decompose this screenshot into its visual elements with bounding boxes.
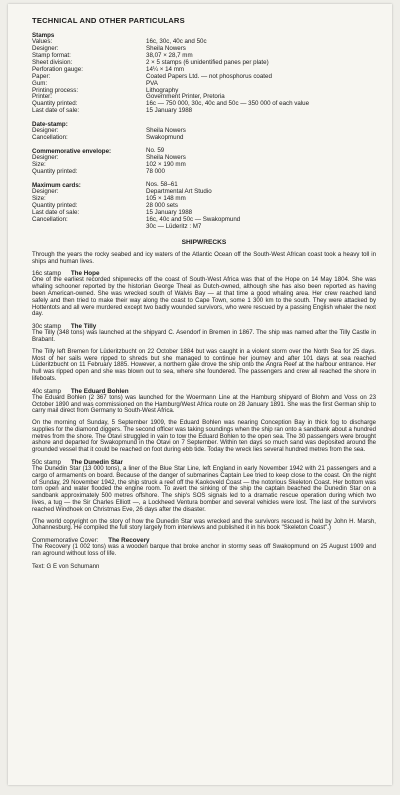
spec-value: 28 000 sets	[146, 202, 178, 210]
spec-label: Designer:	[32, 154, 59, 162]
spec-label: Cancellation:	[32, 134, 68, 142]
spec-label: Gum:	[32, 79, 48, 87]
spec-value: Lithography	[146, 86, 179, 94]
spec-row	[32, 189, 376, 196]
spec-value: 16c, 30c, 40c and 50c	[146, 38, 207, 46]
spec-value: 38,07 × 28,7 mm	[146, 52, 193, 60]
spec-value: 15 January 1988	[146, 209, 193, 217]
bohlen-paragraph-1: The Eduard Bohlen (2 367 tons) was launched for the Woermann Line at the Hamburg shipyard of Blohm and Voss on 23 October 1890 and was commissioned on the Hamburg/West Africa route on 28 January 1891. She was the first German ship to carry mail direct from Germany to South-West Africa.	[32, 393, 376, 415]
spec-row	[32, 162, 376, 169]
spec-value: 2 × 5 stamps (6 unidentified panes per plate)	[146, 58, 269, 66]
dunedin-paragraph-1: The Dunedin Star (13 000 tons), a liner of the Blue Star Line, left England in early November 1942 with 21 passengers and a cargo of armaments on board. Because of the danger of submarines Captain Lee tried to keep close to the coast. On the night of Sunday, 29 November 1942, the ship struck a reef off the Kaokoveld Coast — the notorious Skeleton Coast. Her bottom was torn open and water flooded the engine room. To avert the sinking of the ship the captain beached the Dunedin Star on a sandbank approximately 500 metres offshore. The ship's SOS signals led to a dramatic rescue operation during which two lives, a tug — the Sir Charles Elliott —, a Lockheed Ventura bomber and several vehicles were lost. The last of the survivors reached Windhoek on Christmas Eve, 26 days after the disaster.	[32, 465, 376, 513]
spec-value: PVA	[146, 79, 158, 87]
bohlen-paragraph-2: On the morning of Sunday, 5 September 1909, the Eduard Bohlen was nearing Conception Bay in thick fog to discharge supplies for the diamond diggers. The second officer was taking soundings when the ship ran onto a sandbank about a hundred metres from the shore. The Otavi struggled in vain to tow the Eduard Bohlen to the open sea. The 30 passengers were brought ashore and departed for Swakopmund in the Otavi on 7 September. Within ten days so much sand was deposited around the grounded vessel that it could be reached on foot during ebb tide. Today the wreck lies several hundred metres from the sea.	[32, 419, 376, 454]
spec-label: Sheet division:	[32, 58, 73, 66]
spec-value: Sheila Nowers	[146, 154, 186, 162]
spec-label: Printing process:	[32, 86, 79, 94]
spec-label: Cancellation:	[32, 215, 68, 223]
datestamp-title: Date-stamp:	[32, 121, 68, 129]
maxcards-title: Maximum cards:	[32, 182, 81, 190]
spec-label: Last date of sale:	[32, 107, 80, 115]
spec-value: Coated Papers Ltd. — not phosphorus coated	[146, 72, 272, 80]
stamps-title: Stamps	[32, 32, 55, 39]
recovery-paragraph: The Recovery (1 002 tons) was a wooden barque that broke anchor in stormy seas off Swakopmund on 25 August 1909 and ran aground without loss of life.	[32, 543, 376, 558]
spec-label: Stamp format:	[32, 52, 71, 60]
spec-row	[32, 128, 376, 135]
shipwrecks-intro: Through the years the rocky seabed and icy waters of the Atlantic Ocean off the South-West African coast took a heavy toll in ships and human lives.	[32, 250, 376, 265]
spec-row	[32, 169, 376, 176]
maxcards-rows	[32, 189, 376, 230]
bohlen-ship-name: The Eduard Bohlen	[70, 387, 129, 395]
recovery-cover-label: Commemorative Cover:	[32, 537, 99, 545]
shipwrecks-title: SHIPWRECKS	[181, 238, 227, 246]
tilly-stamp-label: 30c stamp	[32, 323, 62, 331]
dunedin-ship-name: The Dunedin Star	[70, 459, 123, 467]
stamps-section	[32, 32, 376, 115]
spec-label: Designer:	[32, 45, 59, 53]
spec-label: Size:	[32, 195, 46, 203]
spec-value: 105 × 148 mm	[146, 195, 186, 203]
tilly-ship-name: The Tilly	[70, 323, 97, 331]
spec-row	[32, 60, 376, 67]
spec-value: Swakopmund	[146, 134, 184, 142]
spec-value: 78 000	[146, 168, 165, 176]
document-sheet	[8, 4, 392, 785]
maxcards-numbers: Nos. 58–61	[146, 181, 178, 189]
spec-value: Sheila Nowers	[146, 45, 186, 53]
spec-row	[32, 155, 376, 162]
spec-value: 15 January 1988	[146, 107, 193, 115]
tilly-paragraph-1: The Tilly (348 tons) was launched at the shipyard C. Asendorf in Bremen in 1867. The ship was named after the Tilly Castle in Brabant.	[32, 329, 376, 343]
hope-stamp-label: 16c stamp	[32, 270, 62, 278]
spec-label: Values:	[32, 38, 53, 46]
spec-label: Size:	[32, 161, 46, 169]
spec-row	[32, 217, 376, 231]
stamps-rows	[32, 39, 376, 115]
spec-label: Printer:	[32, 93, 52, 101]
spec-label: Quantity printed:	[32, 202, 78, 210]
dunedin-stamp-label: 50c stamp	[32, 459, 62, 467]
spec-row	[32, 39, 376, 46]
spec-value: 14¼ × 14 mm	[146, 65, 185, 73]
spec-row	[32, 203, 376, 210]
maxcards-section	[32, 182, 376, 231]
document-content	[32, 16, 376, 570]
spec-value: 16c, 40c and 50c — Swakopmund 30c — Lüderitz : M7	[146, 215, 241, 230]
spec-value: Sheila Nowers	[146, 127, 186, 135]
page-title: TECHNICAL AND OTHER PARTICULARS	[32, 16, 185, 25]
envelope-section	[32, 148, 376, 176]
spec-row	[32, 101, 376, 108]
spec-value: Government Printer, Pretoria	[146, 93, 225, 101]
envelope-header	[32, 148, 376, 155]
hope-paragraph: One of the earliest recorded shipwrecks off the coast of South-West Africa was that of the Hope on 14 May 1804. She was whaling schooner reported by the historian George Theal as Dutch-owned, although she has also been reported as having been American-owned. She was wrecked south of Walvis Bay — at that time a good whaling area. Her crew reached land safely and then tried to make their way along the coast to Cape Town, some 1 300 km to the south. They were attacked by Hottentots and all were murdered except two badly wounded survivors, who were rescued by a passing English whaler the next day.	[32, 276, 376, 318]
spec-value: 16c — 750 000, 30c, 40c and 50c — 350 000 of each value	[146, 100, 310, 108]
spec-row	[32, 108, 376, 115]
spec-label: Designer:	[32, 188, 59, 196]
recovery-ship-name: The Recovery	[108, 537, 150, 545]
envelope-rows	[32, 155, 376, 176]
tilly-paragraph-2: The Tilly left Bremen for Lüderitzbucht on 22 October 1884 but was caught in a violent storm over the North Sea for 25 days. Most of her sails were ripped to shreds but she managed to continue her journey and after 101 days at sea reached Lüderitzbucht on 11 February 1885. However, a northern gale drove the ship onto the Angra Reef at the harbour entrance. Her hull was ripped open and she was blown out to sea, where she foundered. The passengers and crew all reached the shore in lifeboats.	[32, 347, 376, 382]
text-credit: Text: G E von Schumann	[32, 562, 100, 570]
envelope-number: No. 59	[146, 147, 165, 155]
envelope-title: Commemorative envelope:	[32, 148, 112, 156]
spec-label: Paper:	[32, 72, 51, 80]
spec-value: Departmental Art Studio	[146, 188, 212, 196]
datestamp-rows	[32, 128, 376, 142]
spec-row	[32, 135, 376, 142]
spec-row	[32, 196, 376, 203]
datestamp-section	[32, 121, 376, 142]
spec-row	[32, 46, 376, 53]
dunedin-paragraph-2: (The world copyright on the story of how the Dunedin Star was wrecked and the survivors rescued is held by John H. Marsh, Johannesburg. He compiled the full story largely from interviews and published it in his book "Skeleton Coast".)	[32, 517, 376, 532]
hope-ship-name: The Hope	[70, 270, 100, 278]
spec-label: Quantity printed:	[32, 100, 78, 108]
spec-label: Perforation gauge:	[32, 65, 83, 73]
bohlen-stamp-label: 40c stamp	[32, 387, 62, 395]
spec-value: 102 × 190 mm	[146, 161, 186, 169]
spec-row	[32, 74, 376, 81]
spec-row	[32, 81, 376, 88]
spec-label: Designer:	[32, 127, 59, 135]
spec-label: Quantity printed:	[32, 168, 78, 176]
spec-label: Last date of sale:	[32, 209, 80, 217]
